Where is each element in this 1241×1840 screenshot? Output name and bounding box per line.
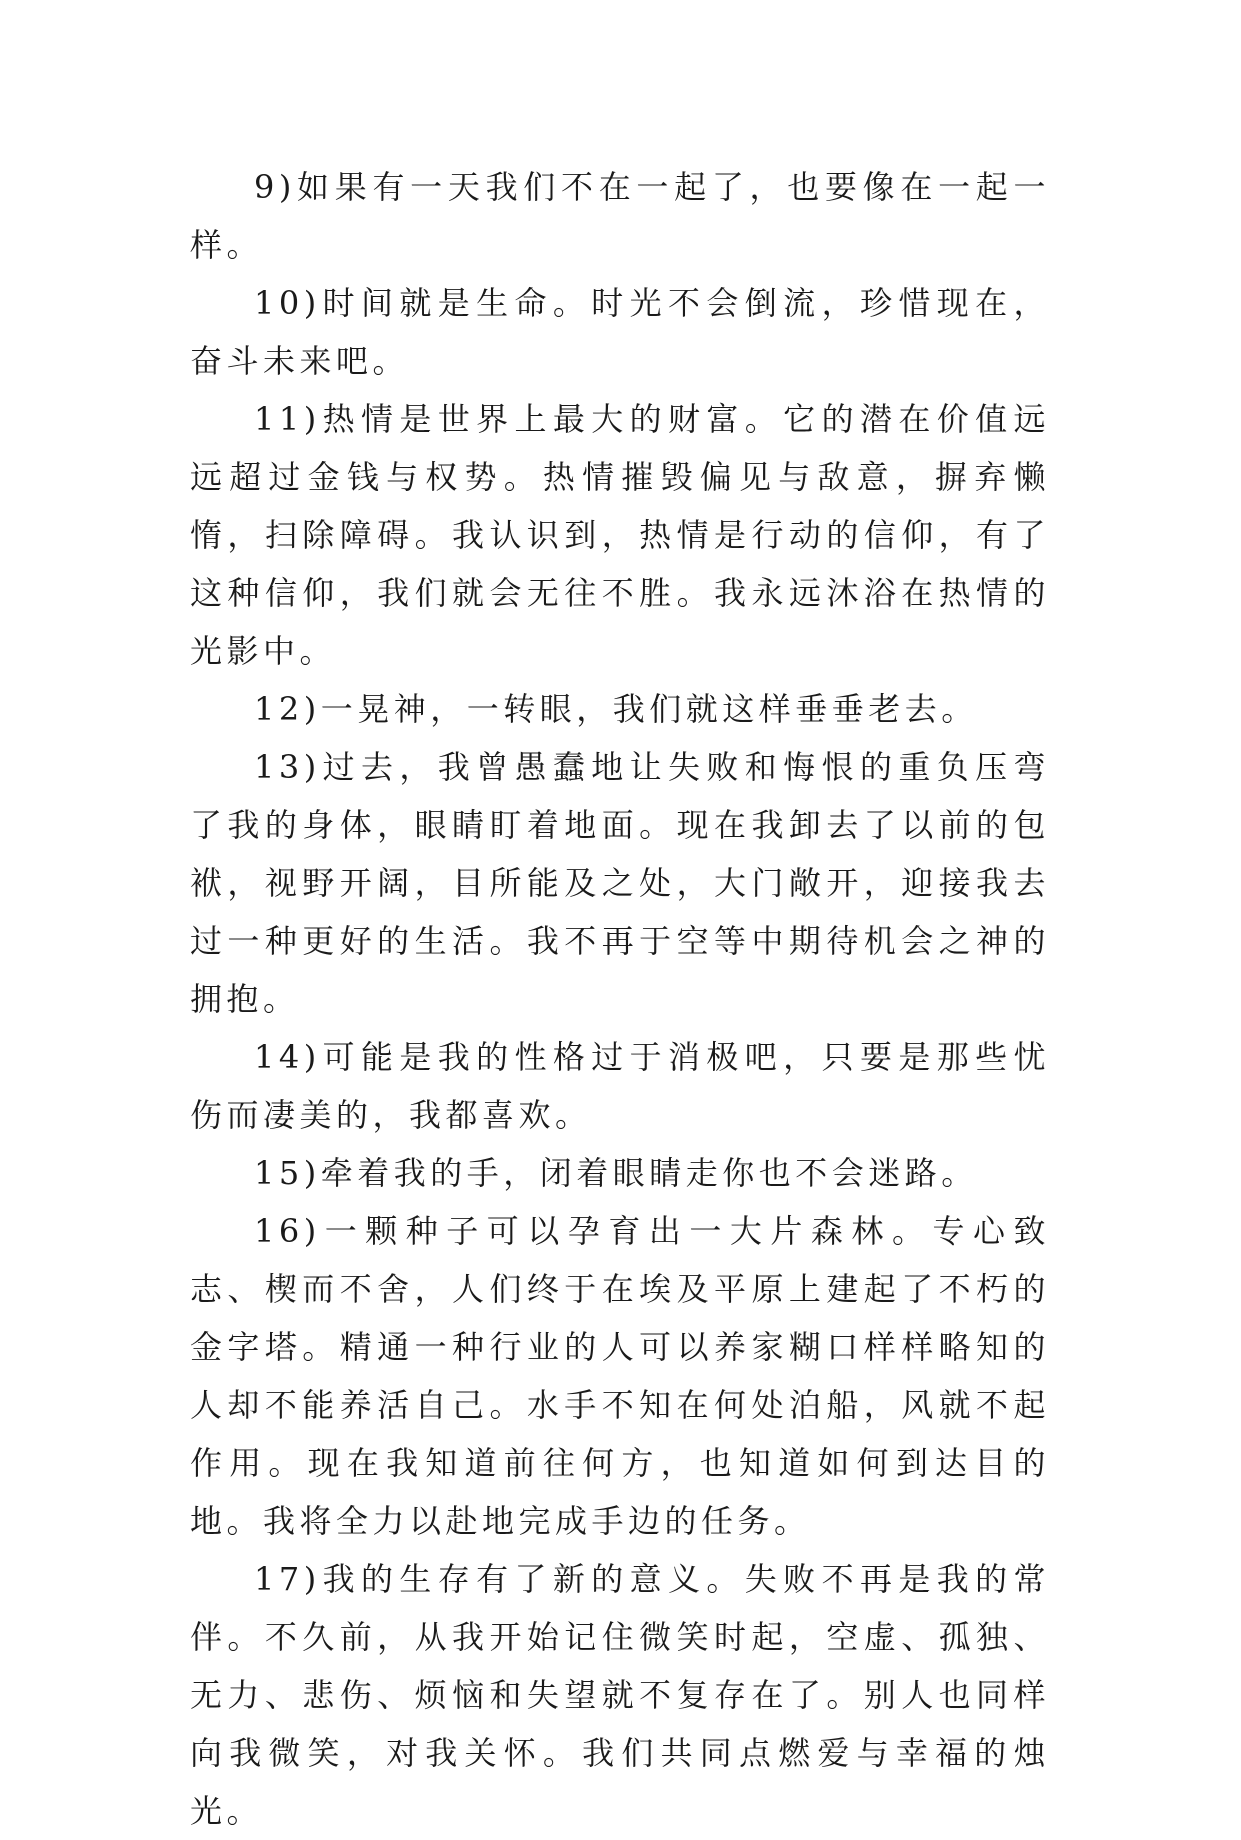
paragraph-10: 10)时间就是生命。时光不会倒流，珍惜现在，奋斗未来吧。 — [190, 284, 1050, 380]
paragraph-12: 12)一晃神，一转眼，我们就这样垂垂老去。 — [254, 690, 978, 728]
paragraph-15: 15)牵着我的手，闭着眼睛走你也不会迷路。 — [254, 1154, 978, 1192]
document-body — [190, 158, 1050, 1840]
paragraph-16: 16)一颗种子可以孕育出一大片森林。专心致志、楔而不舍，人们终于在埃及平原上建起了不朽的金字塔。精通一种行业的人可以养家糊口样样略知的人却不能养活自己。水手不知在何处泊船，风就不起作用。现在我知道前往何方，也知道如何到达目的地。我将全力以赴地完成手边的任务。 — [190, 1212, 1050, 1540]
paragraph-9: 9)如果有一天我们不在一起了，也要像在一起一样。 — [190, 168, 1050, 264]
paragraph-17: 17)我的生存有了新的意义。失败不再是我的常伴。不久前，从我开始记住微笑时起，空虚、孤独、无力、悲伤、烦恼和失望就不复存在了。别人也同样向我微笑，对我关怀。我们共同点燃爱与幸福的烛光。 — [190, 1560, 1050, 1830]
paragraph-13: 13)过去，我曾愚蠢地让失败和悔恨的重负压弯了我的身体，眼睛盯着地面。现在我卸去了以前的包袱，视野开阔，目所能及之处，大门敞开，迎接我去过一种更好的生活。我不再于空等中期待机会之神的拥抱。 — [190, 748, 1050, 1018]
paragraph-14: 14)可能是我的性格过于消极吧，只要是那些忧伤而凄美的，我都喜欢。 — [190, 1038, 1050, 1134]
paragraph-11: 11)热情是世界上最大的财富。它的潜在价值远远超过金钱与权势。热情摧毁偏见与敌意，摒弃懒惰，扫除障碍。我认识到，热情是行动的信仰，有了这种信仰，我们就会无往不胜。我永远沐浴在热情的光影中。 — [190, 400, 1050, 670]
